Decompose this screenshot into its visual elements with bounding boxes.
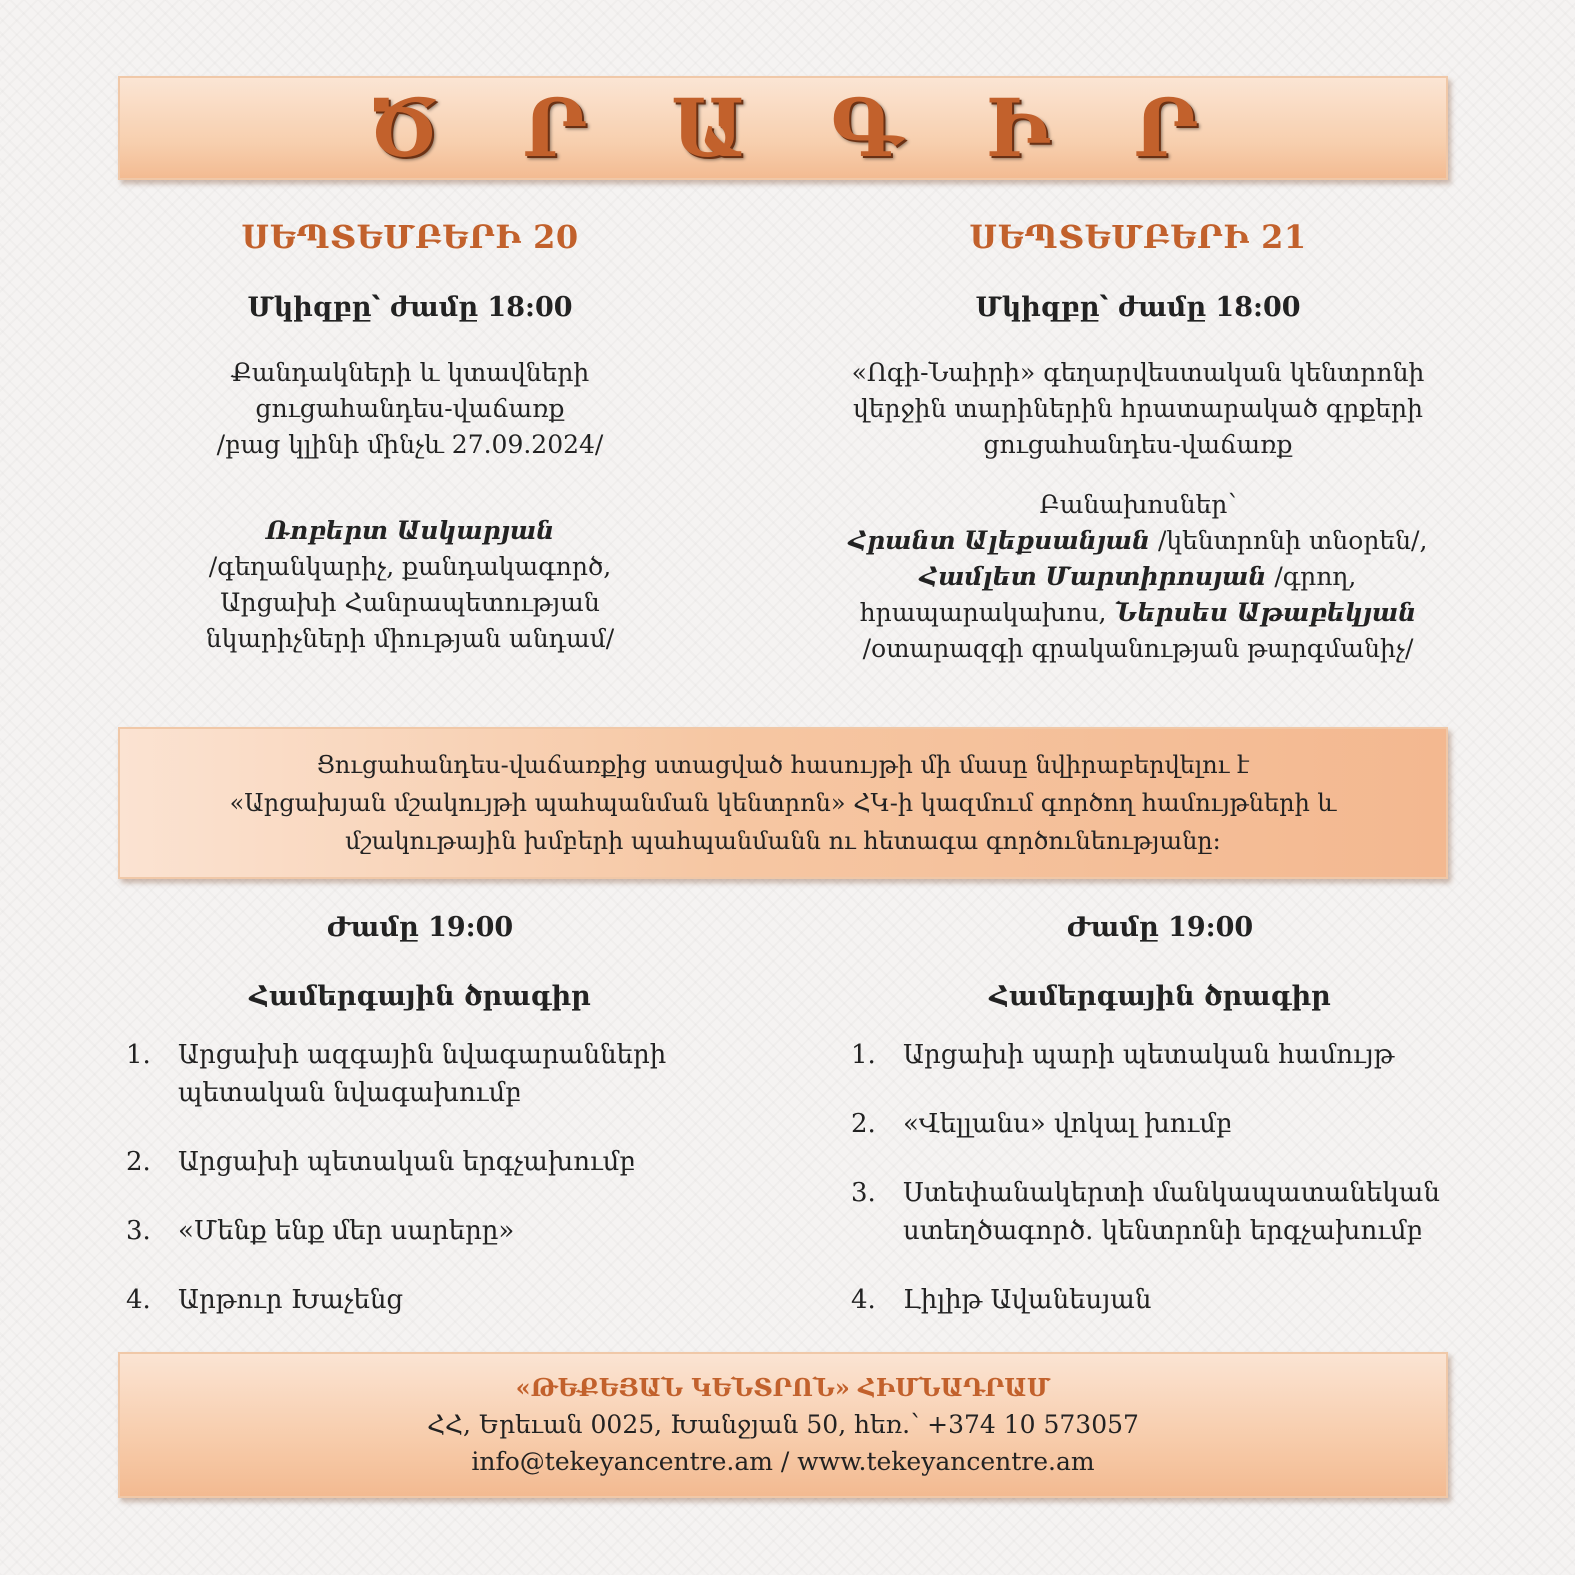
organization-address: ՀՀ, Երեւան 0025, Խանջյան 50, հեռ.՝ +374 10 573057 — [427, 1410, 1139, 1439]
item-text — [903, 1174, 1440, 1250]
day1-artist-name: Ռոբերտ Ասկարյան — [265, 516, 555, 545]
item-number: 3. — [126, 1216, 151, 1246]
item-number: 2. — [126, 1147, 151, 1177]
item-line2: պետական նվագախումբ — [178, 1078, 522, 1108]
day2-exhibition-line1: «Ոգի-Նաիրի» գեղարվեստական կենտրոնի — [851, 358, 1425, 387]
speaker1-role: /կենտրոնի տնօրեն/, — [1157, 526, 1428, 555]
day2-exhibition — [800, 355, 1476, 463]
list-item — [845, 1174, 1475, 1250]
item-line1: Ստեփանակերտի մանկապատանեկան — [903, 1178, 1440, 1208]
day2-start-time: Մկիզբը՝ ժամը 18:00 — [975, 292, 1301, 323]
speaker2-role: /գրող, — [1274, 562, 1357, 591]
concert1-list — [120, 1036, 720, 1319]
list-item — [845, 1036, 1475, 1074]
day1-exhibition-line2: ցուցահանդես-վաճառք — [255, 394, 565, 423]
speakers-label: Բանախոսներ՝ — [1039, 490, 1237, 519]
day1-start-time: Մկիզբը՝ ժամը 18:00 — [247, 292, 573, 323]
day1-artist — [120, 513, 700, 657]
concert2-time: Ժամը 19:00 — [1066, 912, 1254, 943]
item-number: 3. — [851, 1178, 876, 1208]
day1-exhibition-line1: Քանդակների և կտավների — [230, 358, 590, 387]
day1-artist-line3: նկարիչների միության անդամ/ — [205, 624, 615, 653]
item-text: «Մենք ենք մեր սարերը» — [178, 1216, 515, 1246]
speaker2-name: Համլետ Մարտիրոսյան — [919, 562, 1267, 591]
list-item — [845, 1281, 1475, 1319]
item-number: 2. — [851, 1109, 876, 1139]
organization-name: «ԹԵՔԵՅԱՆ ԿԵՆՏՐՈՆ» ՀԻՄՆԱԴՐԱՄ — [515, 1373, 1051, 1402]
concert1-time: Ժամը 19:00 — [326, 912, 514, 943]
item-text: Արցախի պարի պետական համույթ — [903, 1040, 1395, 1070]
concert1-title: Համերգային ծրագիր — [249, 981, 591, 1012]
day1-date: ՍԵՊՏԵՄԲԵՐԻ 20 — [241, 218, 579, 256]
day1-artist-line2: Արցախի Հանրապետության — [220, 588, 600, 617]
item-line2: ստեղծագործ. կենտրոնի երգչախումբ — [903, 1216, 1423, 1246]
list-item — [845, 1105, 1475, 1143]
list-item — [120, 1281, 720, 1319]
item-number: 1. — [126, 1040, 151, 1070]
item-text: Արթուր Խաչենց — [178, 1285, 404, 1315]
note-line3: մշակութային խմբերի պահպանմանն ու հետագա գործունեությանը։ — [345, 827, 1221, 855]
concert2-list — [845, 1036, 1475, 1319]
speaker3-name: Ներսես Աթաբեկյան — [1114, 598, 1417, 627]
item-number: 4. — [851, 1285, 876, 1315]
note-line1: Ցուցահանդես-վաճառքից ստացված հասույթի մի մասը նվիրաբերվելու է — [316, 751, 1250, 779]
list-item — [120, 1036, 720, 1112]
concert2-column — [845, 912, 1475, 1350]
item-text: Լիլիթ Ավանեսյան — [903, 1285, 1152, 1315]
day2-column — [800, 218, 1476, 667]
donation-note-banner — [118, 727, 1448, 879]
concert2-title: Համերգային ծրագիր — [989, 981, 1331, 1012]
list-item — [120, 1212, 720, 1250]
page-title: Ծ Ր Ա Գ Ի Ր — [367, 81, 1227, 175]
day2-date: ՍԵՊՏԵՄԲԵՐԻ 21 — [969, 218, 1307, 256]
day2-exhibition-line2: վերջին տարիներին հրատարակած գրքերի — [853, 394, 1423, 423]
day1-artist-line1: /գեղանկարիչ, քանդակագործ, — [208, 552, 612, 581]
day2-exhibition-line3: ցուցահանդես-վաճառք — [983, 430, 1293, 459]
item-text — [178, 1036, 666, 1112]
speaker1-name: Հրանտ Ալեքսանյան — [848, 526, 1151, 555]
donation-note — [230, 746, 1337, 860]
footer-banner — [118, 1352, 1448, 1498]
note-line2: «Արցախյան մշակույթի պահպանման կենտրոն» ՀԿ-ի կազմում գործող համույթների և — [229, 789, 1337, 817]
organization-contact: info@tekeyancentre.am / www.tekeyancentre.am — [471, 1447, 1095, 1476]
day1-exhibition — [120, 355, 700, 463]
day1-column — [120, 218, 700, 657]
speaker3-role: /օտարազգի գրականության թարգմանիչ/ — [862, 634, 1414, 663]
item-number: 1. — [851, 1040, 876, 1070]
day1-exhibition-line3: /բաց կլինի մինչև 27.09.2024/ — [216, 430, 604, 459]
day2-speakers — [800, 487, 1476, 667]
concert1-column — [120, 912, 720, 1350]
item-line1: Արցախի ազգային նվագարանների — [178, 1040, 667, 1070]
title-banner — [118, 76, 1448, 180]
item-text: Արցախի պետական երգչախումբ — [178, 1147, 636, 1177]
speaker2-role-cont: հրապարակախոս, — [859, 598, 1107, 627]
item-text: «Վելլանս» վոկալ խումբ — [903, 1109, 1232, 1139]
item-number: 4. — [126, 1285, 151, 1315]
list-item — [120, 1143, 720, 1181]
